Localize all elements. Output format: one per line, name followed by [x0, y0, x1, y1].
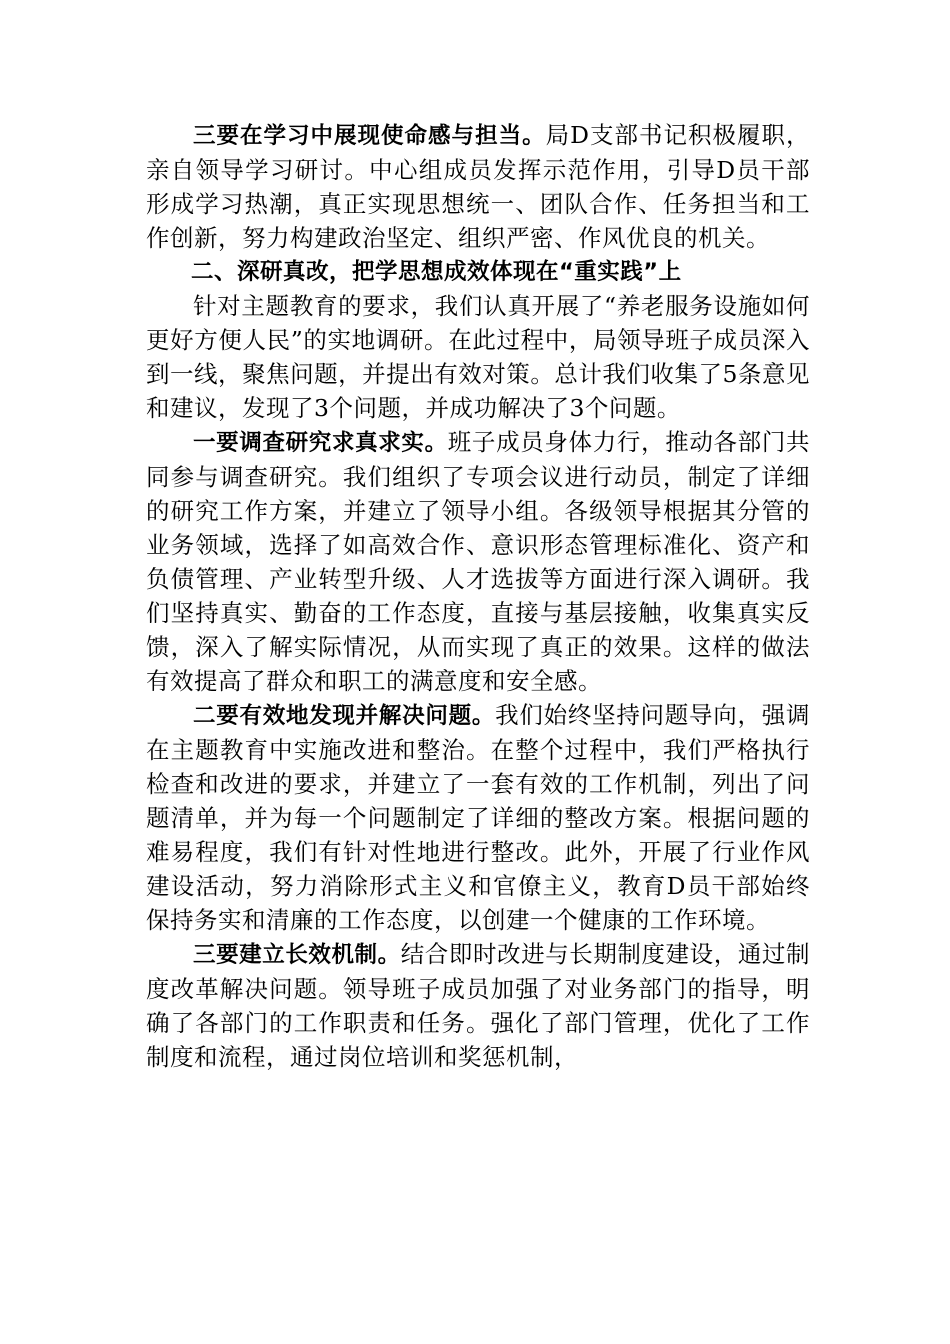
paragraph-research [146, 425, 810, 698]
paragraph-text: 我们始终坚持问题导向，强调在主题教育中实施改进和整治。在整个过程中，我们严格执行检查和改进的要求，并建立了一套有效的工作机制，列出了问题清单，并为每一个问题制定了详细的整改方案。根据问题的难易程度，我们有针对性地进行整改。此外，开展了行业作风建设活动，努力消除形式主义和官僚主义，教育D员干部始终保持务实和清廉的工作态度，以创建一个健康的工作环境。 [146, 701, 810, 934]
section-heading: 二、深研真改，把学思想成效体现在“重实践”上 [191, 259, 682, 285]
paragraph-text: 针对主题教育的要求，我们认真开展了“养老服务设施如何更好方便人民”的实地调研。在此过程中，局领导班子成员深入到一线，聚焦问题，并提出有效对策。总计我们收集了5条意见和建议，发现了3个问题，并成功解决了3个问题。 [146, 292, 810, 422]
paragraph-study-mission [146, 118, 810, 255]
paragraph-text: 局D支部书记积极履职，亲自领导学习研讨。中心组成员发挥示范作用，引导D员干部形成学习热潮，真正实现思想统一、团队合作、任务担当和工作创新，努力构建政治坚定、组织严密、作风优良的机关。 [146, 121, 810, 252]
document-page [146, 118, 810, 1074]
paragraph-text: 班子成员身体力行，推动各部门共同参与调查研究。我们组织了专项会议进行动员，制定了详细的研究工作方案，并建立了领导小组。各级领导根据其分管的业务领域，选择了如高效合作、意识形态管理标准化、资产和负债管理、产业转型升级、人才选拔等方面进行深入调研。我们坚持真实、勤奋的工作态度，直接与基层接触，收集真实反馈，深入了解实际情况，从而实现了真正的效果。这样的做法有效提高了群众和职工的满意度和安全感。 [146, 428, 810, 695]
paragraph-text: 结合即时改进与长期制度建设，通过制度改革解决问题。领导班子成员加强了对业务部门的指导，明确了各部门的工作职责和任务。强化了部门管理，优化了工作制度和流程，通过岗位培训和奖惩机制， [146, 940, 810, 1071]
paragraph-lead: 三要在学习中展现使命感与担当。 [193, 123, 546, 149]
paragraph-long-term-mechanism [146, 937, 810, 1074]
paragraph-lead: 二要有效地发现并解决问题。 [193, 703, 496, 729]
paragraph-lead: 三要建立长效机制。 [193, 942, 401, 968]
paragraph-problem-solving [146, 698, 810, 937]
paragraph-survey-intro [146, 289, 810, 425]
paragraph-lead: 一要调查研究求真求实。 [193, 430, 448, 456]
